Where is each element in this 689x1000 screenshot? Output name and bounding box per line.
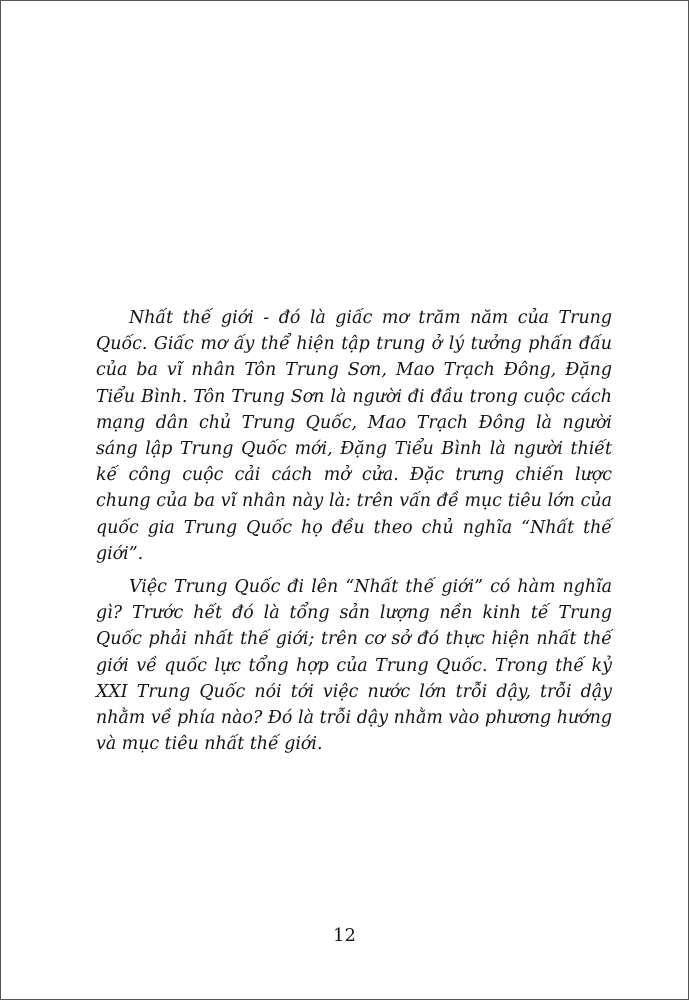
paragraph-2: Việc Trung Quốc đi lên “Nhất thế giới” có hàm nghĩa gì? Trước hết đó là tổng sản lượng nền kinh tế Trung Quốc phải nhất thế giới; trên cơ sở đó thực hiện nhất thế giới về quốc lực tổng hợp của Trung Quốc. Trong thế kỷ XXI Trung Quốc nói tới việc nước lớn trỗi dậy, trỗi dậy nhằm về phía nào? Đó là trỗi dậy nhằm vào phương hướng và mục tiêu nhất thế giới. bbox=[96, 577, 612, 755]
paragraph-1: Nhất thế giới - đó là giấc mơ trăm năm của Trung Quốc. Giấc mơ ấy thể hiện tập trung ở lý tưởng phấn đấu của ba vĩ nhân Tôn Trung Sơn, Mao Trạch Đông, Đặng Tiểu Bình. Tôn Trung Sơn là người đi đầu trong cuộc cách mạng dân chủ Trung Quốc, Mao Trạch Đông là người sáng lập Trung Quốc mới, Đặng Tiểu Bình là người thiết kế công cuộc cải cách mở cửa. Đặc trưng chiến lược chung của ba vĩ nhân này là: trên vấn đề mục tiêu lớn của quốc gia Trung Quốc họ đều theo chủ nghĩa “Nhất thế giới”. bbox=[96, 308, 612, 564]
page-number: 12 bbox=[333, 925, 356, 946]
body-text bbox=[96, 305, 612, 757]
